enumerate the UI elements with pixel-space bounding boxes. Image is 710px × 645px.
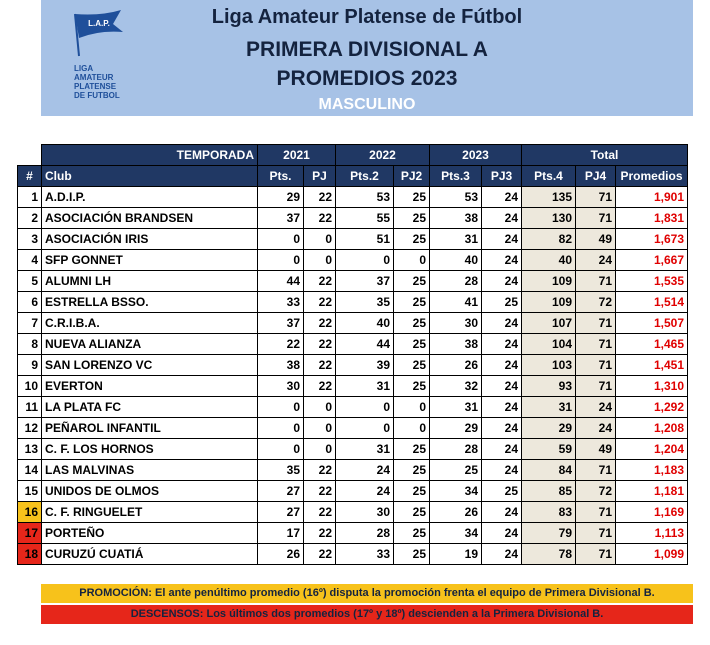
pj-2021: 22 — [304, 187, 336, 208]
col-header-pj4: PJ4 — [576, 166, 616, 187]
pj-2023: 24 — [482, 502, 522, 523]
pj-2021: 22 — [304, 313, 336, 334]
report-title: PROMEDIOS 2023 — [276, 67, 458, 90]
logo-line-1: LIGA — [74, 64, 94, 73]
promotion-note: PROMOCIÓN: El ante penúltimo promedio (16º) disputa la promoción frenta el equipo de Primera Divisional B. — [41, 584, 693, 603]
pts-2023: 31 — [430, 229, 482, 250]
pts-2023: 28 — [430, 439, 482, 460]
promedio-value: 1,465 — [616, 334, 688, 355]
pts-2021: 33 — [258, 292, 304, 313]
table-row — [18, 502, 688, 523]
pts-2022: 44 — [336, 334, 394, 355]
pj-2021: 22 — [304, 460, 336, 481]
pts-2022: 31 — [336, 439, 394, 460]
rank-cell: 5 — [18, 271, 42, 292]
rank-cell: 8 — [18, 334, 42, 355]
club-name: EVERTON — [42, 376, 258, 397]
pj-2023: 24 — [482, 460, 522, 481]
promedio-value: 1,169 — [616, 502, 688, 523]
table-row — [18, 523, 688, 544]
pts-total: 107 — [522, 313, 576, 334]
pj-2021: 22 — [304, 376, 336, 397]
club-name: CURUZÚ CUATIÁ — [42, 544, 258, 565]
pts-2023: 26 — [430, 355, 482, 376]
pts-2023: 28 — [430, 271, 482, 292]
pj-2021: 22 — [304, 208, 336, 229]
pts-2021: 27 — [258, 481, 304, 502]
pj-total: 71 — [576, 376, 616, 397]
pts-2022: 31 — [336, 376, 394, 397]
pts-2021: 27 — [258, 502, 304, 523]
pts-total: 84 — [522, 460, 576, 481]
club-name: UNIDOS DE OLMOS — [42, 481, 258, 502]
pj-2023: 24 — [482, 355, 522, 376]
pj-2021: 22 — [304, 502, 336, 523]
club-name: SFP GONNET — [42, 250, 258, 271]
table-group-header-row — [18, 145, 688, 166]
pj-2022: 25 — [394, 355, 430, 376]
pj-2021: 22 — [304, 523, 336, 544]
pts-2023: 32 — [430, 376, 482, 397]
table-row — [18, 250, 688, 271]
pj-2021: 22 — [304, 481, 336, 502]
promedio-value: 1,113 — [616, 523, 688, 544]
pj-2023: 25 — [482, 481, 522, 502]
pts-total: 109 — [522, 292, 576, 313]
logo-line-4: DE FUTBOL — [74, 91, 120, 100]
pj-2021: 22 — [304, 355, 336, 376]
pts-2023: 38 — [430, 334, 482, 355]
pts-2021: 17 — [258, 523, 304, 544]
pj-total: 71 — [576, 313, 616, 334]
pj-2021: 22 — [304, 544, 336, 565]
table-row — [18, 460, 688, 481]
pts-2022: 53 — [336, 187, 394, 208]
table-row — [18, 334, 688, 355]
pts-2021: 35 — [258, 460, 304, 481]
pts-2021: 37 — [258, 313, 304, 334]
table-row — [18, 187, 688, 208]
table-row — [18, 376, 688, 397]
pts-2022: 37 — [336, 271, 394, 292]
league-title: Liga Amateur Platense de Fútbol — [211, 6, 523, 28]
pj-total: 24 — [576, 250, 616, 271]
pj-2022: 25 — [394, 334, 430, 355]
rank-cell: 10 — [18, 376, 42, 397]
pts-2021: 44 — [258, 271, 304, 292]
promedio-value: 1,181 — [616, 481, 688, 502]
club-name: SAN LORENZO VC — [42, 355, 258, 376]
pts-total: 104 — [522, 334, 576, 355]
pj-2023: 24 — [482, 418, 522, 439]
pj-total: 71 — [576, 502, 616, 523]
col-header-club: Club — [42, 166, 258, 187]
rank-cell: 17 — [18, 523, 42, 544]
pts-2023: 41 — [430, 292, 482, 313]
pj-2022: 25 — [394, 523, 430, 544]
pts-2021: 37 — [258, 208, 304, 229]
col-header-pts: Pts. — [258, 166, 304, 187]
pj-total: 71 — [576, 334, 616, 355]
pj-total: 71 — [576, 208, 616, 229]
pj-2021: 22 — [304, 292, 336, 313]
table-row — [18, 544, 688, 565]
pj-2023: 24 — [482, 544, 522, 565]
rank-cell: 15 — [18, 481, 42, 502]
promedio-value: 1,451 — [616, 355, 688, 376]
table-row — [18, 481, 688, 502]
pts-2023: 19 — [430, 544, 482, 565]
pj-2021: 0 — [304, 439, 336, 460]
pj-2022: 25 — [394, 271, 430, 292]
rank-cell: 9 — [18, 355, 42, 376]
standings-table — [17, 144, 688, 565]
col-header-pts3: Pts.3 — [430, 166, 482, 187]
pj-total: 24 — [576, 418, 616, 439]
pj-total: 71 — [576, 544, 616, 565]
pj-total: 24 — [576, 397, 616, 418]
pts-total: 83 — [522, 502, 576, 523]
pts-2023: 53 — [430, 187, 482, 208]
club-name: LA PLATA FC — [42, 397, 258, 418]
pj-2022: 25 — [394, 481, 430, 502]
promedio-value: 1,208 — [616, 418, 688, 439]
pj-total: 71 — [576, 187, 616, 208]
promedio-value: 1,901 — [616, 187, 688, 208]
pj-2023: 24 — [482, 439, 522, 460]
pj-total: 49 — [576, 229, 616, 250]
pts-2021: 0 — [258, 439, 304, 460]
rank-cell: 16 — [18, 502, 42, 523]
pj-2022: 25 — [394, 313, 430, 334]
club-name: ASOCIACIÓN BRANDSEN — [42, 208, 258, 229]
pj-2022: 0 — [394, 250, 430, 271]
table-row — [18, 397, 688, 418]
pts-2022: 24 — [336, 460, 394, 481]
promedio-value: 1,204 — [616, 439, 688, 460]
pj-2023: 24 — [482, 376, 522, 397]
pj-total: 72 — [576, 481, 616, 502]
header-temporada: TEMPORADA — [42, 145, 258, 166]
pj-total: 71 — [576, 460, 616, 481]
col-header-pj2: PJ2 — [394, 166, 430, 187]
pts-2022: 35 — [336, 292, 394, 313]
rank-cell: 2 — [18, 208, 42, 229]
category-label: MASCULINO — [318, 96, 416, 113]
pj-total: 49 — [576, 439, 616, 460]
pts-2022: 40 — [336, 313, 394, 334]
col-header-rank: # — [18, 166, 42, 187]
promedio-value: 1,099 — [616, 544, 688, 565]
pts-2022: 24 — [336, 481, 394, 502]
pj-2022: 0 — [394, 397, 430, 418]
pj-2023: 24 — [482, 313, 522, 334]
pts-2022: 39 — [336, 355, 394, 376]
promedio-value: 1,673 — [616, 229, 688, 250]
pj-2022: 25 — [394, 439, 430, 460]
pts-2022: 51 — [336, 229, 394, 250]
pts-total: 40 — [522, 250, 576, 271]
division-title: PRIMERA DIVISIONAL A — [246, 38, 488, 61]
pts-2021: 0 — [258, 229, 304, 250]
pts-2022: 55 — [336, 208, 394, 229]
club-name: ESTRELLA BSSO. — [42, 292, 258, 313]
pj-2022: 25 — [394, 544, 430, 565]
rank-cell: 11 — [18, 397, 42, 418]
promedio-value: 1,667 — [616, 250, 688, 271]
pj-2021: 22 — [304, 334, 336, 355]
table-row — [18, 355, 688, 376]
club-name: C.R.I.B.A. — [42, 313, 258, 334]
pts-2021: 0 — [258, 418, 304, 439]
rank-cell: 3 — [18, 229, 42, 250]
pts-total: 29 — [522, 418, 576, 439]
col-header-pts2: Pts.2 — [336, 166, 394, 187]
pj-2022: 25 — [394, 460, 430, 481]
table-row — [18, 292, 688, 313]
pts-total: 103 — [522, 355, 576, 376]
pts-2021: 38 — [258, 355, 304, 376]
table-column-header-row — [18, 166, 688, 187]
pj-2023: 24 — [482, 187, 522, 208]
pts-2021: 29 — [258, 187, 304, 208]
pj-2021: 0 — [304, 418, 336, 439]
header-2023: 2023 — [430, 145, 522, 166]
pts-2023: 29 — [430, 418, 482, 439]
pj-2022: 0 — [394, 418, 430, 439]
rank-cell: 4 — [18, 250, 42, 271]
pts-2023: 34 — [430, 523, 482, 544]
club-name: C. F. LOS HORNOS — [42, 439, 258, 460]
header-total: Total — [522, 145, 688, 166]
club-name: ALUMNI LH — [42, 271, 258, 292]
col-header-pts4: Pts.4 — [522, 166, 576, 187]
pj-2021: 0 — [304, 229, 336, 250]
pj-2023: 24 — [482, 397, 522, 418]
pts-2022: 30 — [336, 502, 394, 523]
promedio-value: 1,831 — [616, 208, 688, 229]
col-header-pj: PJ — [304, 166, 336, 187]
promedio-value: 1,514 — [616, 292, 688, 313]
rank-cell: 6 — [18, 292, 42, 313]
pts-2021: 26 — [258, 544, 304, 565]
pts-2023: 26 — [430, 502, 482, 523]
pts-2023: 31 — [430, 397, 482, 418]
header-2022: 2022 — [336, 145, 430, 166]
club-name: ASOCIACIÓN IRIS — [42, 229, 258, 250]
table-row — [18, 208, 688, 229]
pts-2021: 0 — [258, 397, 304, 418]
logo-line-2: AMATEUR — [74, 73, 114, 82]
pts-2022: 33 — [336, 544, 394, 565]
header-2021: 2021 — [258, 145, 336, 166]
rank-cell: 13 — [18, 439, 42, 460]
pj-2023: 24 — [482, 250, 522, 271]
table-row — [18, 439, 688, 460]
pts-total: 78 — [522, 544, 576, 565]
pts-2023: 30 — [430, 313, 482, 334]
pts-total: 109 — [522, 271, 576, 292]
table-row — [18, 229, 688, 250]
pts-2022: 0 — [336, 418, 394, 439]
pts-total: 82 — [522, 229, 576, 250]
pj-2023: 24 — [482, 334, 522, 355]
promedio-value: 1,292 — [616, 397, 688, 418]
club-name: PEÑAROL INFANTIL — [42, 418, 258, 439]
page-header — [41, 0, 693, 116]
pts-2022: 28 — [336, 523, 394, 544]
col-header-pj3: PJ3 — [482, 166, 522, 187]
rank-cell: 1 — [18, 187, 42, 208]
promedio-value: 1,183 — [616, 460, 688, 481]
pts-2021: 0 — [258, 250, 304, 271]
pts-total: 93 — [522, 376, 576, 397]
rank-cell: 18 — [18, 544, 42, 565]
pts-total: 79 — [522, 523, 576, 544]
rank-cell: 12 — [18, 418, 42, 439]
pts-2021: 22 — [258, 334, 304, 355]
pj-2022: 25 — [394, 208, 430, 229]
logo-flag-text: L.A.P. — [88, 19, 110, 28]
pts-2023: 40 — [430, 250, 482, 271]
club-name: LAS MALVINAS — [42, 460, 258, 481]
logo-line-3: PLATENSE — [74, 82, 117, 91]
blank-cell — [18, 145, 42, 166]
pj-2022: 25 — [394, 292, 430, 313]
pj-2023: 24 — [482, 271, 522, 292]
promedio-value: 1,310 — [616, 376, 688, 397]
pts-total: 85 — [522, 481, 576, 502]
pj-2022: 25 — [394, 229, 430, 250]
club-name: NUEVA ALIANZA — [42, 334, 258, 355]
pts-total: 130 — [522, 208, 576, 229]
relegation-note: DESCENSOS: Los últimos dos promedios (17º y 18º) descienden a la Primera Divisional B. — [41, 605, 693, 624]
pj-2021: 0 — [304, 397, 336, 418]
pts-2022: 0 — [336, 397, 394, 418]
pts-2023: 34 — [430, 481, 482, 502]
pts-total: 135 — [522, 187, 576, 208]
rank-cell: 7 — [18, 313, 42, 334]
pj-2023: 25 — [482, 292, 522, 313]
promedio-value: 1,535 — [616, 271, 688, 292]
pj-2022: 25 — [394, 502, 430, 523]
pj-2022: 25 — [394, 187, 430, 208]
pj-2021: 22 — [304, 271, 336, 292]
pts-2021: 30 — [258, 376, 304, 397]
col-header-promedios: Promedios — [616, 166, 688, 187]
pj-2023: 24 — [482, 208, 522, 229]
pj-total: 72 — [576, 292, 616, 313]
pj-2023: 24 — [482, 229, 522, 250]
table-row — [18, 418, 688, 439]
pj-total: 71 — [576, 271, 616, 292]
pj-2021: 0 — [304, 250, 336, 271]
club-name: PORTEÑO — [42, 523, 258, 544]
pj-2023: 24 — [482, 523, 522, 544]
rank-cell: 14 — [18, 460, 42, 481]
pj-2022: 25 — [394, 376, 430, 397]
table-row — [18, 313, 688, 334]
table-row — [18, 271, 688, 292]
pts-total: 59 — [522, 439, 576, 460]
pts-2023: 38 — [430, 208, 482, 229]
pj-total: 71 — [576, 355, 616, 376]
pj-total: 71 — [576, 523, 616, 544]
club-name: A.D.I.P. — [42, 187, 258, 208]
pts-2023: 25 — [430, 460, 482, 481]
promedio-value: 1,507 — [616, 313, 688, 334]
club-name: C. F. RINGUELET — [42, 502, 258, 523]
pts-total: 31 — [522, 397, 576, 418]
pts-2022: 0 — [336, 250, 394, 271]
